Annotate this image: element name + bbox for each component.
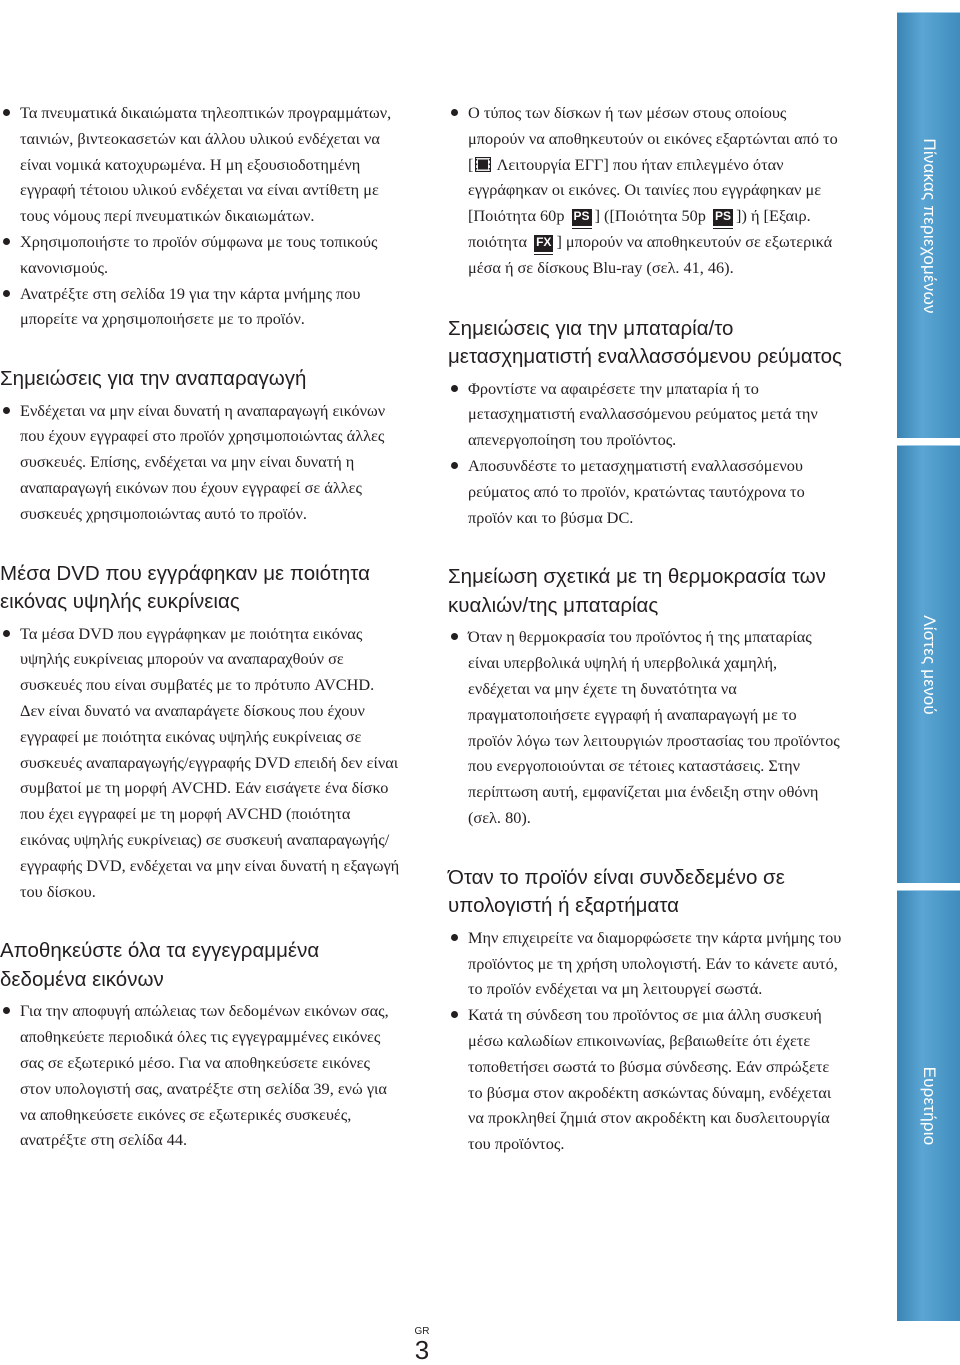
tab-menu-lists[interactable] xyxy=(897,445,960,883)
media-list xyxy=(448,100,843,281)
list-item: Ενδέχεται να μην είναι δυνατή η αναπαραγωγή εικόνων που έχουν εγγραφεί στο προϊόν χρησιμοποιώντας άλλες συσκευές. Επίσης, ενδέχεται να μην είναι δυνατή η αναπαραγωγή εικόνων που έχουν εγγραφεί σε άλλες συσκευές χρησιμοποιώντας αυτό το προϊόν. xyxy=(0,398,400,527)
temperature-heading: Σημείωση σχετικά με τη θερμοκρασία των κυαλιών/της μπαταρίας xyxy=(448,565,826,617)
save-list xyxy=(0,998,400,1153)
list-item: Όταν η θερμοκρασία του προϊόντος ή της μπαταρίας είναι υπερβολικά υψηλή ή υπερβολικά χαμηλή, ενδέχεται να μην έχετε τη δυνατότητα να πραγματοποιήσετε εγγραφή ή αναπαραγωγή με το προϊόν λόγω των λειτουργιών προστασίας του προϊόντος που ενεργοποιούνται σε τέτοιες καταστάσεις. Στην περίπτωση αυτή, εμφανίζεται μια ένδειξη στην οθόνη (σελ. 80). xyxy=(448,624,843,830)
ps-badge-icon: PS xyxy=(572,209,592,226)
fx-badge-icon: FX xyxy=(534,235,553,252)
list-item: Για την αποφυγή απώλειας των δεδομένων εικόνων σας, αποθηκεύετε περιοδικά όλες τις εγγεγραμμένες εικόνες σας σε εξωτερικό μέσο. Για να αποθηκεύσετε εικόνες στον υπολογιστή σας, ανατρέξτε στη σελίδα 39, ενώ για να αποθηκεύσετε εικόνες σε εξωτερικές συσκευές, ανατρέξτε στη σελίδα 44. xyxy=(0,998,400,1153)
ps-badge-icon: PS xyxy=(713,209,733,226)
list-item: Χρησιμοποιήστε το προϊόν σύμφωνα με τους τοπικούς κανονισμούς. xyxy=(0,229,400,281)
list-item: Κατά τη σύνδεση του προϊόντος σε μια άλλη συσκευή μέσω καλωδίων επικοινωνίας, βεβαιωθείτε ότι έχετε τοποθετήσει σωστά το βύσμα σύνδεσης. Εάν σπρώξετε το βύσμα στον ακροδέκτη ασκώντας δύναμη, ενδέχεται να προκληθεί ζημιά στον ακροδέκτη και δυσλειτουργία του προϊόντος. xyxy=(448,1002,843,1157)
tab-label: Πίνακας περιεχομένων xyxy=(919,137,939,314)
list-item: Ο τύπος των δίσκων ή των μέσων στους οποίους μπορούν να αποθηκευτούν οι εικόνες εξαρτώνται από το [ Λειτουργία ΕΓΓ] που ήταν επιλεγμένο όταν εγγράφηκαν οι εικόνες. Οι ταινίες που εγγράφηκαν με [Ποιότητα 60p PS ] ([Ποιότητα 50p PS ]) ή [Εξαιρ. ποιότητα FX ] μπορούν να αποθηκευτούν σε εξωτερικά μέσα ή σε δίσκους Blu-ray (σελ. 41, 46). xyxy=(448,100,843,281)
dvd-list xyxy=(0,621,400,905)
page-number: 3 xyxy=(414,1335,430,1365)
right-column xyxy=(448,100,843,1157)
intro-list xyxy=(0,100,400,332)
film-mode-icon xyxy=(475,157,491,172)
list-item: Τα μέσα DVD που εγγράφηκαν με ποιότητα εικόνας υψηλής ευκρίνειας μπορούν να αναπαραχθούν σε συσκευές που είναι συμβατές με το πρότυπο AVCHD. Δεν είναι δυνατό να αναπαράγετε δίσκους που έχουν εγγραφεί με ποιότητα εικόνας υψηλής ευκρίνειας σε συσκευές αναπαραγωγής/εγγραφής DVD επειδή δεν είναι συμβατοί με τη μορφή AVCHD. Εάν εισάγετε ένα δίσκο που έχει εγγραφεί με τη μορφή AVCHD (ποιότητα εικόνας υψηλής ευκρίνειας) σε συσκευή αναπαραγωγής/εγγραφής DVD, ενδέχεται να μην είναι δυνατή η εξαγωγή του δίσκου. xyxy=(0,621,400,905)
page-footer xyxy=(412,1326,432,1365)
language-code: GR xyxy=(414,1326,430,1337)
temperature-list xyxy=(448,624,843,830)
tab-label: Ευρετήριο xyxy=(919,1066,939,1146)
playback-list xyxy=(0,398,400,527)
dvd-heading: Μέσα DVD που εγγράφηκαν με ποιότητα εικόνας υψηλής ευκρίνειας xyxy=(0,561,370,614)
list-item: Τα πνευματικά δικαιώματα τηλεοπτικών προγραμμάτων, ταινιών, βιντεοκασετών και άλλου υλικού ενδέχεται να είναι νομικά κατοχυρωμένα. Η μη εξουσιοδοτημένη εγγραφή τέτοιου υλικού ενδέχεται να είναι αντίθετη με τους νόμους περί πνευματικών δικαιωμάτων. xyxy=(0,100,400,229)
battery-list xyxy=(448,376,843,531)
tab-index[interactable] xyxy=(897,890,960,1321)
save-heading: Αποθηκεύστε όλα τα εγγεγραμμένα δεδομένα εικόνων xyxy=(0,939,320,991)
connected-list xyxy=(448,925,843,1157)
list-item: Αποσυνδέστε το μετασχηματιστή εναλλασσόμενου ρεύματος από το προϊόν, κρατώντας ταυτόχρονα το προϊόν και το βύσμα DC. xyxy=(448,453,843,530)
tab-label: Λίστες μενού xyxy=(919,614,939,715)
tab-table-of-contents[interactable] xyxy=(897,12,960,438)
list-item: Φροντίστε να αφαιρέσετε την μπαταρία ή το μετασχηματιστή εναλλασσόμενου ρεύματος μετά την απενεργοποίηση του προϊόντος. xyxy=(448,376,843,453)
left-column xyxy=(0,100,400,1153)
playback-heading: Σημειώσεις για την αναπαραγωγή xyxy=(0,367,307,391)
list-item: Ανατρέξτε στη σελίδα 19 για την κάρτα μνήμης που μπορείτε να χρησιμοποιήσετε με το προϊόν. xyxy=(0,281,400,333)
battery-heading: Σημειώσεις για την μπαταρία/το μετασχηματιστή εναλλασσόμενου ρεύματος xyxy=(448,316,842,369)
connected-heading: Όταν το προϊόν είναι συνδεδεμένο σε υπολογιστή ή εξαρτήματα xyxy=(448,865,785,918)
list-item: Μην επιχειρείτε να διαμορφώσετε την κάρτα μνήμης του προϊόντος με τη χρήση υπολογιστή. Εάν το κάνετε αυτό, το προϊόν ενδέχεται να μη λειτουργεί σωστά. xyxy=(448,925,843,1002)
